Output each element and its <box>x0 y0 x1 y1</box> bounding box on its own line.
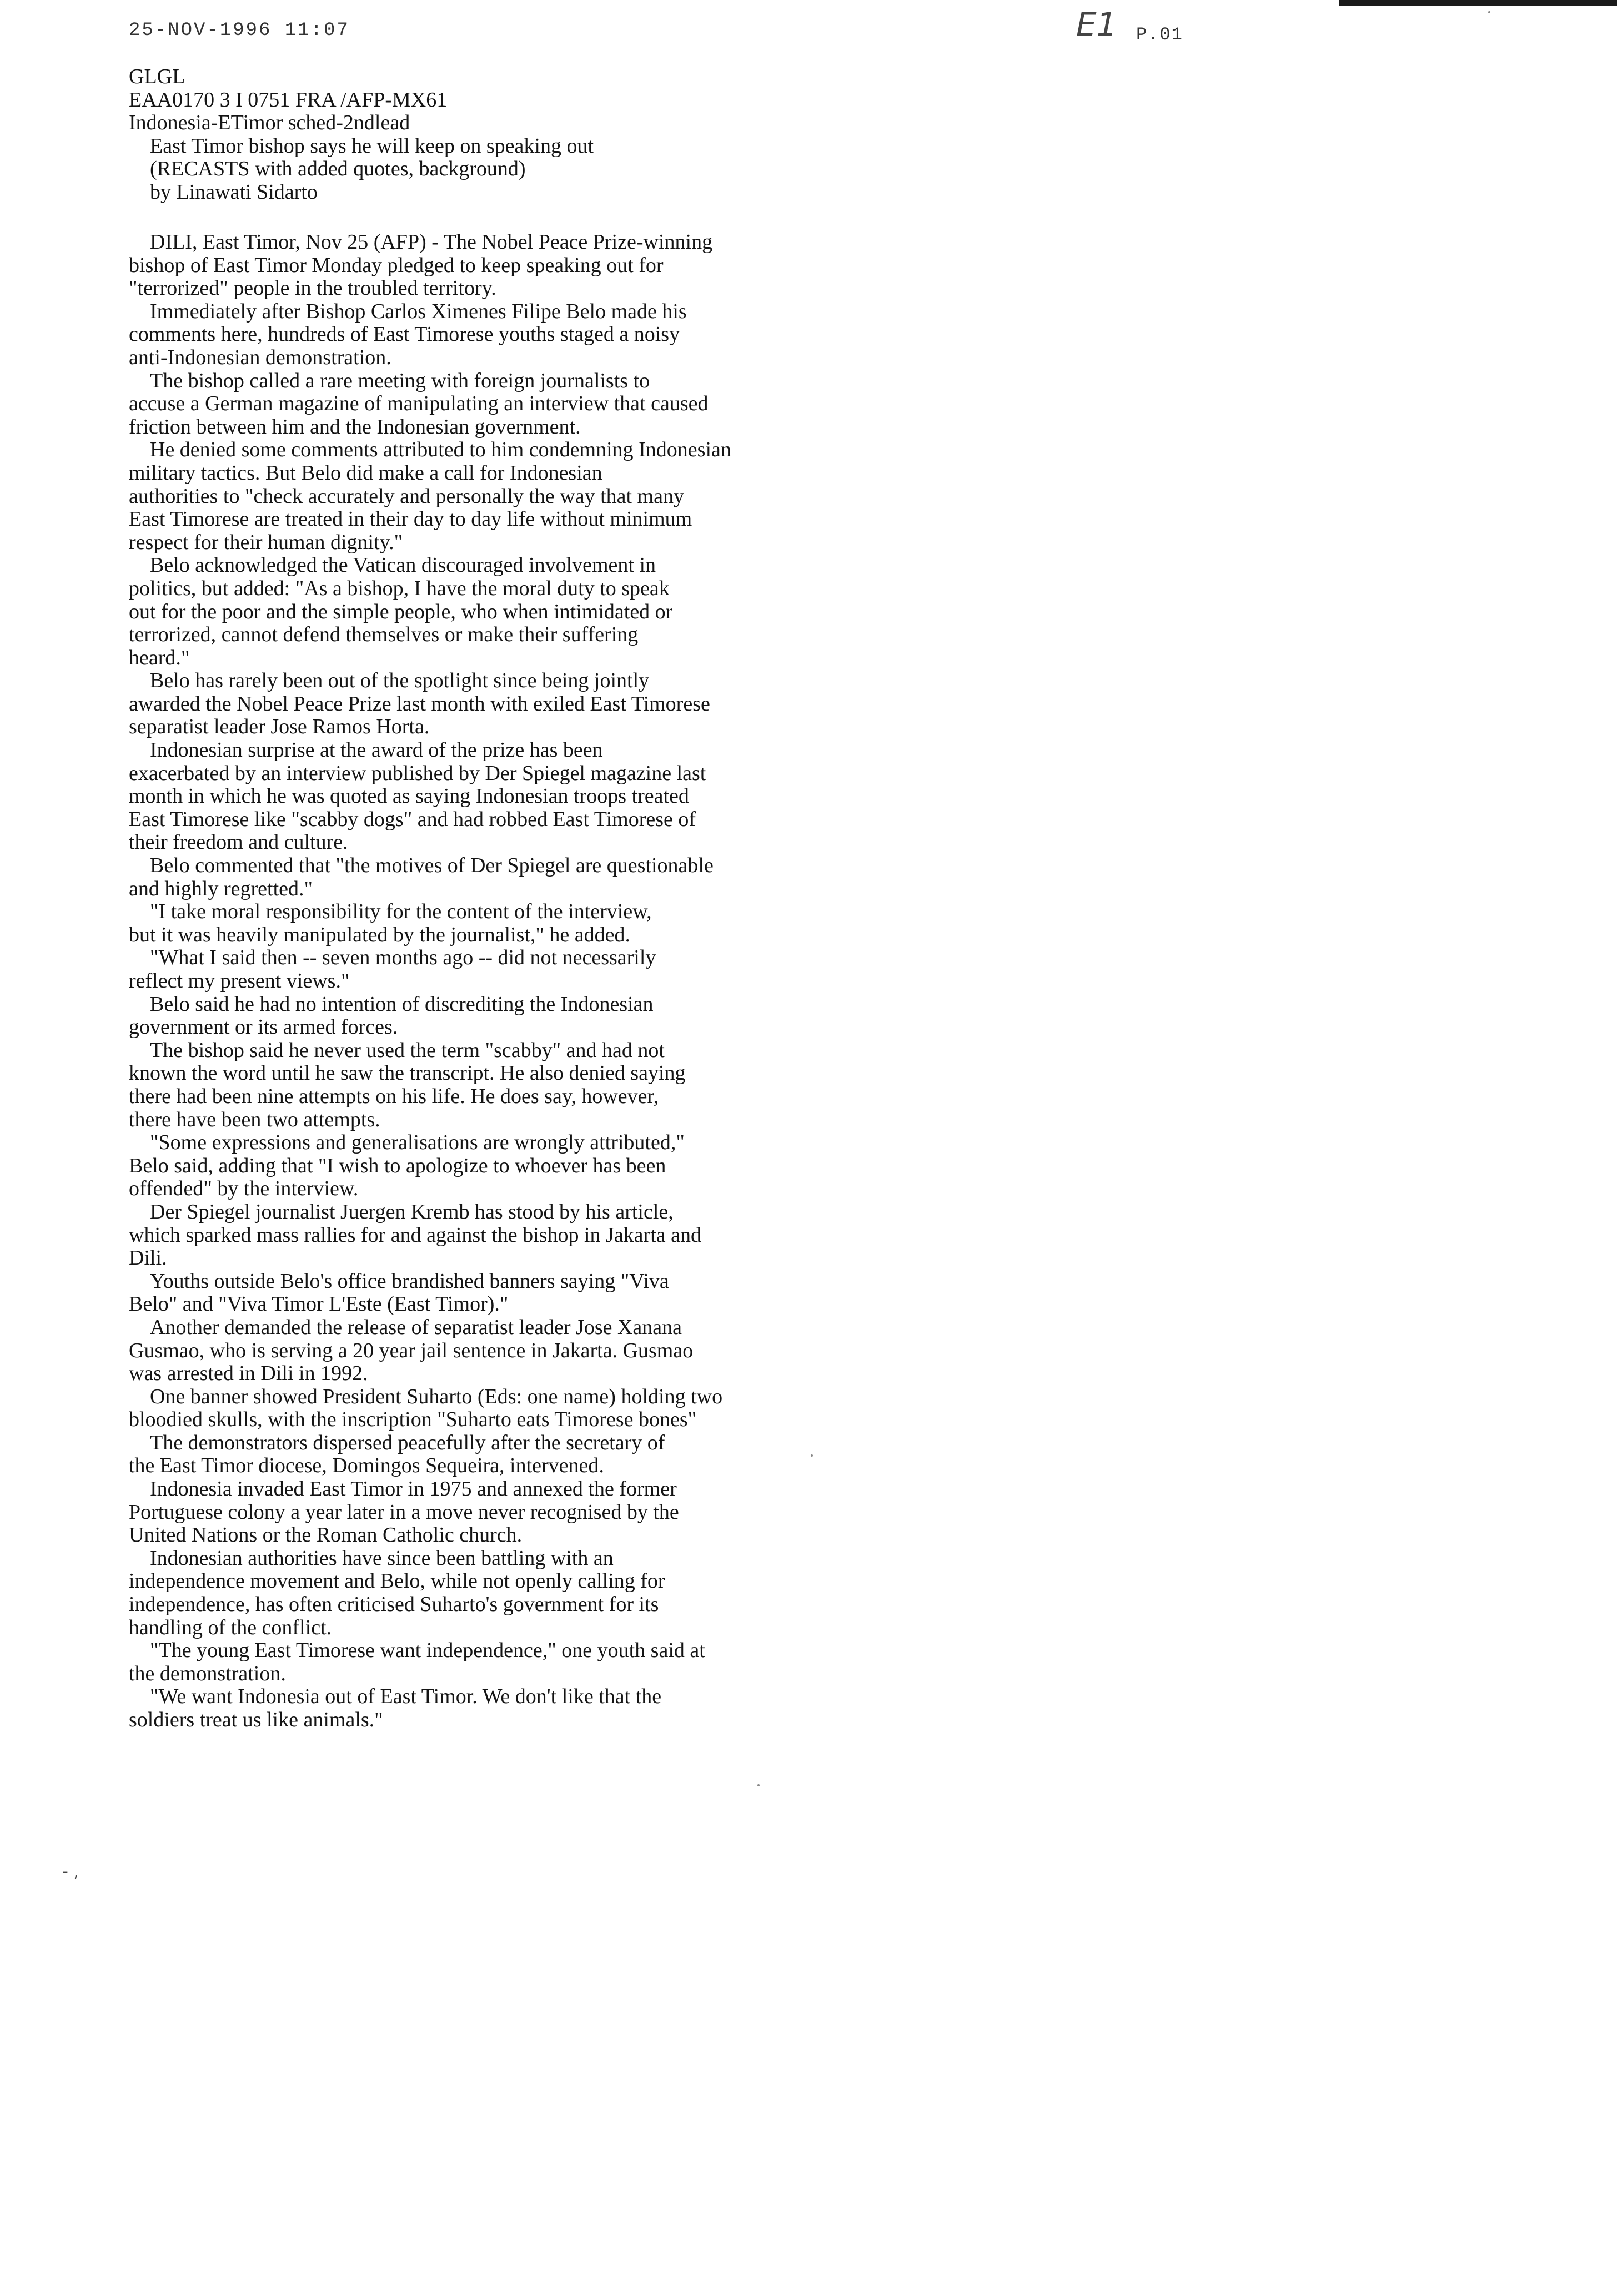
paragraph-line: military tactics. But Belo did make a call for Indonesian <box>129 461 602 485</box>
scan-speck <box>1488 11 1490 13</box>
article-paragraph <box>129 854 834 900</box>
paragraph-line: government or its armed forces. <box>129 1015 398 1039</box>
paragraph-line: their freedom and culture. <box>129 830 348 854</box>
article-body <box>129 231 834 1732</box>
paragraph-line: The bishop called a rare meeting with foreign journalists to <box>150 369 650 392</box>
article-paragraph <box>129 231 834 300</box>
paragraph-line: independence movement and Belo, while not openly calling for <box>129 1569 665 1593</box>
article-paragraph <box>129 1386 834 1432</box>
article-paragraph <box>129 946 834 993</box>
paragraph-line: The demonstrators dispersed peacefully after the secretary of <box>150 1431 665 1454</box>
byline: by Linawati Sidarto <box>150 180 318 204</box>
article-paragraph <box>129 1547 834 1639</box>
paragraph-line: Dili. <box>129 1246 167 1270</box>
paragraph-line: DILI, East Timor, Nov 25 (AFP) - The Nobel Peace Prize-winning <box>150 230 713 254</box>
header-line: EAA0170 3 I 0751 FRA /AFP-MX61 <box>129 88 448 112</box>
paragraph-line: One banner showed President Suharto (Eds: one name) holding two <box>150 1384 723 1408</box>
corner-mark: - , <box>62 1862 79 1881</box>
paragraph-line: out for the poor and the simple people, who when intimidated or <box>129 600 673 623</box>
fax-timestamp: 25-NOV-1996 11:07 <box>129 20 350 41</box>
paragraph-line: politics, but added: "As a bishop, I have the moral duty to speak <box>129 576 670 600</box>
handwritten-mark: E1 <box>1076 6 1117 43</box>
headline: East Timor bishop says he will keep on speaking out <box>150 134 594 158</box>
header-line: Indonesia-ETimor sched-2ndlead <box>129 111 410 134</box>
paragraph-line: "What I said then -- seven months ago -- did not necessarily <box>150 946 656 970</box>
paragraph-line: Belo acknowledged the Vatican discouraged involvement in <box>150 553 656 577</box>
article-paragraph <box>129 900 834 946</box>
paragraph-line: terrorized, cannot defend themselves or make their suffering <box>129 623 639 647</box>
paragraph-line: Belo said, adding that "I wish to apologize to whoever has been <box>129 1154 666 1177</box>
article-paragraph <box>129 439 834 554</box>
paragraph-line: the East Timor diocese, Domingos Sequeira, intervened. <box>129 1454 604 1478</box>
paragraph-line: Portuguese colony a year later in a move never recognised by the <box>129 1500 679 1524</box>
paragraph-line: known the word until he saw the transcript. He also denied saying <box>129 1061 686 1085</box>
paragraph-line: Indonesia invaded East Timor in 1975 and annexed the former <box>150 1477 677 1501</box>
paragraph-line: East Timorese are treated in their day to day life without minimum <box>129 507 692 531</box>
wire-header <box>129 66 594 204</box>
paragraph-line: exacerbated by an interview published by Der Spiegel magazine last <box>129 761 706 785</box>
paragraph-line: Der Spiegel journalist Juergen Kremb has stood by his article, <box>150 1200 674 1223</box>
paragraph-line: United Nations or the Roman Catholic church. <box>129 1523 523 1547</box>
article-paragraph <box>129 1201 834 1270</box>
paragraph-line: bishop of East Timor Monday pledged to keep speaking out for <box>129 253 664 277</box>
paragraph-line: Youths outside Belo's office brandished banners saying "Viva <box>150 1269 669 1293</box>
header-line: GLGL <box>129 65 185 88</box>
article-paragraph <box>129 1131 834 1201</box>
paragraph-line: Immediately after Bishop Carlos Ximenes Filipe Belo made his <box>150 299 687 323</box>
scan-speck <box>811 1454 813 1457</box>
paragraph-line: awarded the Nobel Peace Prize last month with exiled East Timorese <box>129 692 710 716</box>
article-paragraph <box>129 1639 834 1685</box>
paragraph-line: Belo" and "Viva Timor L'Este (East Timor)." <box>129 1292 509 1316</box>
paragraph-line: authorities to "check accurately and personally the way that many <box>129 484 684 508</box>
article-paragraph <box>129 669 834 739</box>
article-paragraph <box>129 1478 834 1547</box>
paragraph-line: independence, has often criticised Suharto's government for its <box>129 1593 659 1617</box>
article-paragraph <box>129 1432 834 1478</box>
paragraph-line: Belo said he had no intention of discrediting the Indonesian <box>150 992 654 1016</box>
paragraph-line: the demonstration. <box>129 1661 286 1685</box>
paragraph-line: but it was heavily manipulated by the journalist," he added. <box>129 923 631 946</box>
article-paragraph <box>129 554 834 669</box>
paragraph-line: and highly regretted." <box>129 877 313 900</box>
paragraph-line: separatist leader Jose Ramos Horta. <box>129 715 430 739</box>
article-paragraph <box>129 1270 834 1316</box>
paragraph-line: "terrorized" people in the troubled territory. <box>129 276 496 300</box>
article-paragraph <box>129 739 834 854</box>
paragraph-line: The bishop said he never used the term "scabby" and had not <box>150 1038 665 1062</box>
paragraph-line: there had been nine attempts on his life. He does say, however, <box>129 1084 659 1108</box>
paragraph-line: Gusmao, who is serving a 20 year jail sentence in Jakarta. Gusmao <box>129 1338 694 1362</box>
paragraph-line: Another demanded the release of separatist leader Jose Xanana <box>150 1315 682 1339</box>
paragraph-line: which sparked mass rallies for and against the bishop in Jakarta and <box>129 1223 701 1247</box>
page-marker: P.01 <box>1136 24 1183 45</box>
paragraph-line: comments here, hundreds of East Timorese youths staged a noisy <box>129 323 680 346</box>
article-paragraph <box>129 1039 834 1131</box>
paragraph-line: heard." <box>129 646 190 669</box>
paragraph-line: soldiers treat us like animals." <box>129 1708 383 1731</box>
scan-speck <box>757 1784 760 1786</box>
paragraph-line: Belo commented that "the motives of Der Spiegel are questionable <box>150 854 714 878</box>
paragraph-line: "Some expressions and generalisations are wrongly attributed," <box>150 1131 685 1155</box>
paragraph-line: bloodied skulls, with the inscription "Suharto eats Timorese bones" <box>129 1408 697 1432</box>
paragraph-line: respect for their human dignity." <box>129 530 403 554</box>
paragraph-line: East Timorese like "scabby dogs" and had robbed East Timorese of <box>129 807 696 831</box>
paragraph-line: handling of the conflict. <box>129 1615 332 1639</box>
paragraph-line: "We want Indonesia out of East Timor. We don't like that the <box>150 1685 662 1709</box>
paragraph-line: was arrested in Dili in 1992. <box>129 1362 368 1386</box>
paragraph-line: there have been two attempts. <box>129 1107 380 1131</box>
paragraph-line: anti-Indonesian demonstration. <box>129 345 391 369</box>
article-paragraph <box>129 993 834 1039</box>
paragraph-line: Indonesian surprise at the award of the prize has been <box>150 738 603 762</box>
paragraph-line: He denied some comments attributed to him condemning Indonesian <box>150 438 731 462</box>
article-paragraph <box>129 370 834 439</box>
paragraph-line: "I take moral responsibility for the content of the interview, <box>150 900 652 924</box>
paragraph-line: "The young East Timorese want independence," one youth said at <box>150 1639 705 1663</box>
paragraph-line: accuse a German magazine of manipulating an interview that caused <box>129 392 709 416</box>
article-paragraph <box>129 300 834 370</box>
header-note: (RECASTS with added quotes, background) <box>150 157 526 180</box>
paragraph-line: month in which he was quoted as saying Indonesian troops treated <box>129 784 689 808</box>
article-paragraph <box>129 1685 834 1731</box>
paragraph-line: Indonesian authorities have since been battling with an <box>150 1546 614 1570</box>
paragraph-line: Belo has rarely been out of the spotlight since being jointly <box>150 669 650 693</box>
paragraph-line: friction between him and the Indonesian government. <box>129 415 581 439</box>
article-paragraph <box>129 1316 834 1386</box>
paragraph-line: reflect my present views." <box>129 969 350 993</box>
paragraph-line: offended" by the interview. <box>129 1177 359 1201</box>
scan-edge-bar <box>1339 0 1617 6</box>
